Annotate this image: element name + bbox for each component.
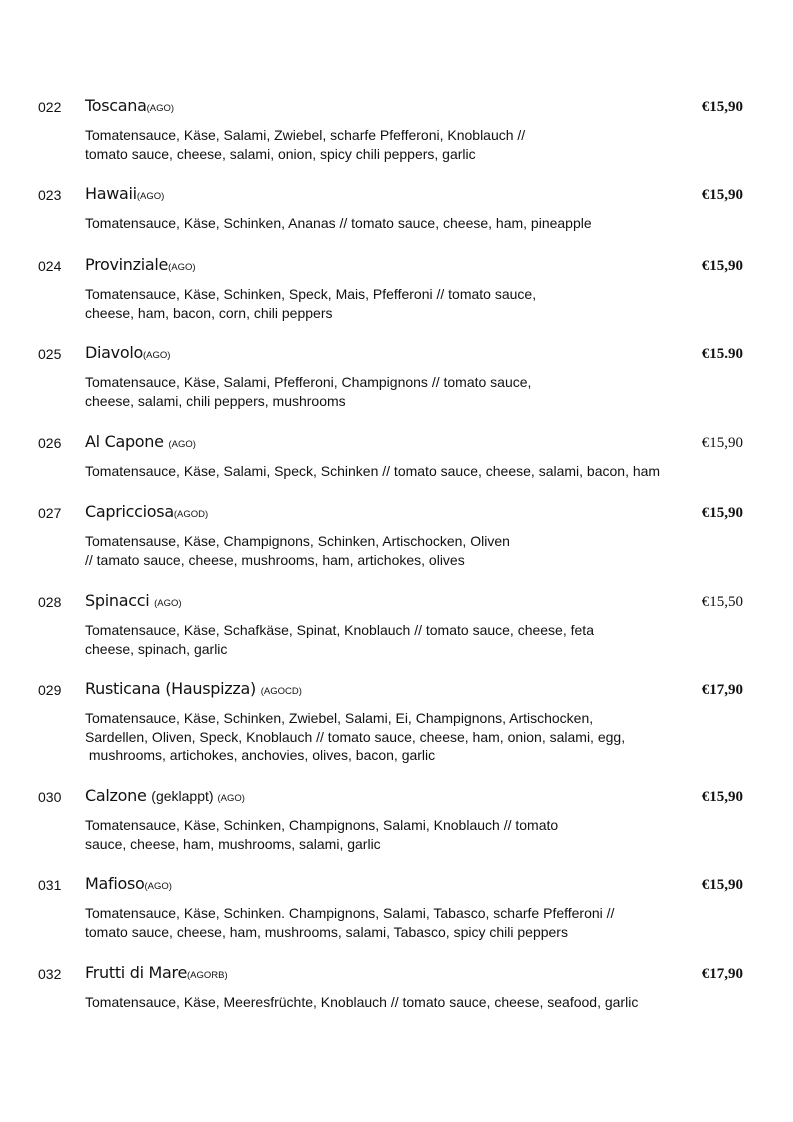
item-description <box>85 462 660 481</box>
item-price: €15,90 <box>701 258 743 274</box>
item-title <box>85 96 174 116</box>
description-line: Tomatensause, Käse, Champignons, Schinken, Artischocken, Oliven <box>85 533 510 549</box>
item-price: €15,90 <box>701 99 743 115</box>
item-description <box>85 993 638 1012</box>
allergen-code: (AGO) <box>168 439 196 450</box>
allergen-code: (AGORB) <box>187 970 228 981</box>
description-line: tomato sauce, cheese, salami, onion, spicy chili peppers, garlic <box>85 145 476 162</box>
item-description <box>85 709 625 765</box>
allergen-code: (AGO) <box>146 103 175 114</box>
description-line: sauce, cheese, ham, mushrooms, salami, garlic <box>85 835 381 852</box>
item-name: Provinziale <box>85 255 169 274</box>
item-price: €15,90 <box>701 435 743 451</box>
description-line: cheese, spinach, garlic <box>85 640 228 657</box>
item-number: 027 <box>38 505 62 521</box>
description-line: Tomatensauce, Käse, Schinken, Ananas // tomato sauce, cheese, ham, pineapple <box>85 215 592 231</box>
allergen-code: (AGO) <box>168 262 196 273</box>
description-line: Tomatensauce, Käse, Schinken, Champignons, Salami, Knoblauch // tomato <box>85 817 559 833</box>
item-number: 032 <box>38 966 62 982</box>
item-description <box>85 126 525 163</box>
allergen-code: (AGOCD) <box>260 686 302 697</box>
allergen-code: (AGO) <box>144 881 172 892</box>
item-number: 022 <box>38 99 62 115</box>
description-line: Sardellen, Oliven, Speck, Knoblauch // tomato sauce, cheese, ham, onion, salami, egg, <box>85 728 626 745</box>
allergen-code: (AGO) <box>142 350 171 361</box>
description-line: Tomatensauce, Käse, Meeresfrüchte, Knoblauch // tomato sauce, cheese, seafood, garlic <box>85 994 639 1010</box>
item-description <box>85 816 558 853</box>
item-price: €15,90 <box>701 789 743 805</box>
allergen-code: (AGO) <box>217 793 245 804</box>
item-price: €15.90 <box>701 346 743 362</box>
description-line: Tomatensauce, Käse, Schinken, Speck, Mais, Pfefferoni // tomato sauce, <box>85 286 537 302</box>
description-line: Tomatensauce, Käse, Salami, Pfefferoni, Champignons // tomato sauce, <box>85 374 532 390</box>
item-number: 031 <box>38 877 62 893</box>
item-name: Hawaii <box>85 184 137 203</box>
item-name: Calzone <box>85 786 152 805</box>
item-price: €17,90 <box>701 966 743 982</box>
item-name: Frutti di Mare <box>85 963 188 982</box>
item-price: €15,90 <box>701 187 743 203</box>
item-title <box>85 679 302 699</box>
item-number: 028 <box>38 594 62 610</box>
item-number: 029 <box>38 682 62 698</box>
item-number: 024 <box>38 258 62 274</box>
item-name-extra: (geklappt) <box>151 788 218 804</box>
item-price: €15,90 <box>701 505 743 521</box>
item-title <box>85 343 170 363</box>
item-price: €15,50 <box>701 594 743 610</box>
item-number: 030 <box>38 789 62 805</box>
item-price: €15,90 <box>701 877 743 893</box>
description-line: Tomatensauce, Käse, Schinken, Zwiebel, Salami, Ei, Champignons, Artischocken, <box>85 710 594 726</box>
item-name: Capricciosa <box>85 502 174 521</box>
item-name: Diavolo <box>85 343 143 362</box>
description-line: Tomatensauce, Käse, Salami, Speck, Schinken // tomato sauce, cheese, salami, bacon, ham <box>85 463 661 479</box>
description-line: Tomatensauce, Käse, Schafkäse, Spinat, Knoblauch // tomato sauce, cheese, feta <box>85 622 594 638</box>
item-name: Mafioso <box>85 874 145 893</box>
item-description <box>85 904 614 941</box>
item-title <box>85 786 245 806</box>
item-title <box>85 255 196 275</box>
item-description <box>85 532 510 569</box>
description-line: cheese, ham, bacon, corn, chili peppers <box>85 304 333 321</box>
description-line: cheese, salami, chili peppers, mushrooms <box>85 392 346 409</box>
allergen-code: (AGOD) <box>173 509 209 520</box>
item-title <box>85 591 182 611</box>
item-number: 026 <box>38 435 62 451</box>
description-line: Tomatensauce, Käse, Salami, Zwiebel, scharfe Pfefferoni, Knoblauch // <box>85 127 526 143</box>
item-number: 023 <box>38 187 62 203</box>
item-price: €17,90 <box>701 682 743 698</box>
item-description <box>85 285 536 322</box>
item-title <box>85 874 172 894</box>
description-line: mushrooms, artichokes, anchovies, olives, bacon, garlic <box>85 747 436 763</box>
item-name: Spinacci <box>85 591 155 610</box>
item-title <box>85 502 208 522</box>
item-name: Toscana <box>85 96 147 115</box>
allergen-code: (AGO) <box>136 191 165 202</box>
description-line: Tomatensauce, Käse, Schinken. Champignons, Salami, Tabasco, scharfe Pfefferoni // <box>85 905 615 921</box>
item-name: Rusticana (Hauspizza) <box>85 679 261 698</box>
item-name: Al Capone <box>85 432 169 451</box>
allergen-code: (AGO) <box>154 598 182 609</box>
item-title <box>85 432 196 452</box>
item-description <box>85 621 594 658</box>
item-title <box>85 963 228 983</box>
item-title <box>85 184 164 204</box>
description-line: // tamato sauce, cheese, mushrooms, ham, artichokes, olives <box>85 551 465 568</box>
item-description <box>85 214 592 233</box>
item-number: 025 <box>38 346 62 362</box>
item-description <box>85 373 531 410</box>
description-line: tomato sauce, cheese, ham, mushrooms, salami, Tabasco, spicy chili peppers <box>85 923 568 940</box>
